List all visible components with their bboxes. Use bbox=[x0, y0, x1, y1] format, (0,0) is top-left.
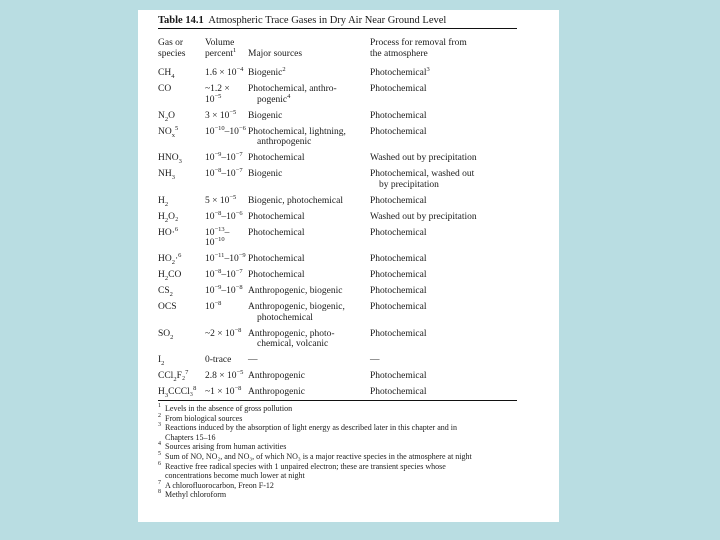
footnote-text: Methyl chloroform bbox=[165, 490, 227, 500]
gas-cell bbox=[158, 225, 205, 255]
trace-gases-table bbox=[158, 38, 517, 403]
gas-formula: H bbox=[158, 387, 165, 397]
gas-cell bbox=[158, 270, 205, 286]
volume-range-upper: –10 bbox=[221, 270, 236, 280]
table-row bbox=[158, 111, 517, 127]
sources-text-cont bbox=[248, 137, 370, 148]
footnote-ref: 7 bbox=[185, 368, 189, 376]
removal-text: Photochemical bbox=[370, 387, 427, 397]
footnote bbox=[158, 481, 517, 491]
sources-text: Biogenic bbox=[248, 68, 283, 78]
header-volume-line1: Volume bbox=[205, 38, 235, 48]
gas-cell bbox=[158, 124, 205, 154]
volume-range-upper: –10 bbox=[221, 169, 236, 179]
sources-text: — bbox=[248, 355, 258, 365]
volume-cell bbox=[205, 209, 248, 228]
removal-text: Photochemical bbox=[370, 84, 427, 94]
footnote-mark: 4 bbox=[158, 441, 161, 448]
footnote-ref: 8 bbox=[193, 384, 197, 392]
removal-text: Photochemical bbox=[370, 371, 427, 381]
sources-text-cont bbox=[248, 313, 370, 324]
gas-cell bbox=[158, 84, 205, 111]
gas-subscript: 2 bbox=[164, 216, 169, 224]
removal-cell bbox=[370, 302, 517, 329]
gas-formula: CH bbox=[158, 68, 172, 78]
sources-text: Anthropogenic bbox=[248, 371, 305, 381]
volume-exponent: −8 bbox=[214, 267, 222, 275]
volume-exponent: −5 bbox=[214, 92, 222, 100]
table-container bbox=[158, 14, 517, 500]
footnote-mark: 1 bbox=[158, 403, 161, 409]
table-row bbox=[158, 355, 517, 371]
gas-formula-tail: F₂ bbox=[176, 371, 186, 381]
table-bottom-rule bbox=[158, 400, 517, 401]
footnote-text: Reactive free radical species with 1 unpaired electron; these are transient species whose bbox=[165, 461, 446, 471]
footnote-text: Sum of NO, NO₂, and NO₃, of which NO₃ is a major reactive species in the atmosphere at night bbox=[165, 451, 472, 461]
sources-cont-text: photochemical bbox=[257, 312, 313, 323]
gas-formula-tail: CCCl₃ bbox=[168, 387, 194, 397]
removal-cell bbox=[370, 127, 517, 154]
volume-exponent: −5 bbox=[229, 108, 237, 116]
table-row bbox=[158, 302, 517, 329]
sources-cell bbox=[248, 127, 370, 154]
footnote-text: Reactions induced by the absorption of light energy as described later in this chapter and in bbox=[165, 423, 457, 433]
sources-cell bbox=[248, 169, 370, 196]
gas-formula-tail: O bbox=[168, 110, 175, 121]
volume-cell bbox=[205, 124, 248, 154]
gas-formula: HO· bbox=[158, 227, 175, 238]
volume-base: 5 × 10 bbox=[205, 195, 230, 206]
volume-range-upper: –10 bbox=[221, 153, 236, 163]
removal-cell bbox=[370, 153, 517, 169]
volume-exponent: −10 bbox=[214, 124, 225, 132]
sources-text: Photochemical bbox=[248, 270, 305, 280]
removal-cell bbox=[370, 196, 517, 212]
gas-subscript: 2 bbox=[164, 274, 169, 282]
volume-cell bbox=[205, 283, 248, 302]
sources-text-cont bbox=[248, 339, 370, 350]
removal-cell bbox=[370, 329, 517, 356]
header-gas bbox=[158, 38, 205, 68]
gas-formula: I bbox=[158, 355, 162, 365]
gas-formula: HNO bbox=[158, 153, 179, 163]
gas-subscript: 2 bbox=[164, 200, 169, 208]
footnote bbox=[158, 490, 517, 500]
gas-cell bbox=[158, 286, 205, 302]
volume-cell bbox=[205, 65, 248, 84]
table-header-row bbox=[158, 38, 517, 68]
volume-range-upper: –10 bbox=[224, 126, 239, 137]
gas-formula: SO bbox=[158, 328, 171, 339]
gas-formula: OCS bbox=[158, 302, 177, 312]
volume-range-upper: –10 bbox=[221, 286, 236, 296]
gas-cell bbox=[158, 68, 205, 84]
volume-exponent: −9 bbox=[214, 283, 222, 291]
sources-cell bbox=[248, 329, 370, 356]
header-removal bbox=[370, 38, 517, 68]
volume-base: 10 bbox=[205, 270, 215, 280]
gas-formula: CS bbox=[158, 286, 170, 296]
sources-text: Biogenic bbox=[248, 169, 283, 179]
removal-text: Photochemical, washed out bbox=[370, 169, 475, 179]
gas-cell bbox=[158, 196, 205, 212]
volume-base: 3 × 10 bbox=[205, 110, 230, 121]
volume-base: 10 bbox=[205, 254, 215, 264]
removal-cell bbox=[370, 111, 517, 127]
sources-cell bbox=[248, 302, 370, 329]
removal-cell bbox=[370, 286, 517, 302]
removal-cell bbox=[370, 228, 517, 255]
table-row bbox=[158, 254, 517, 270]
footnote bbox=[158, 462, 517, 481]
table-row bbox=[158, 286, 517, 302]
footnote-ref: 3 bbox=[426, 65, 430, 73]
volume-exponent-upper: −8 bbox=[235, 283, 243, 291]
gas-subscript: 2 bbox=[171, 258, 175, 266]
gas-cell bbox=[158, 111, 205, 127]
gas-formula: H bbox=[158, 195, 165, 206]
footnote bbox=[158, 404, 517, 414]
gas-cell bbox=[158, 212, 205, 228]
sources-text: Anthropogenic bbox=[248, 387, 305, 397]
removal-cell bbox=[370, 270, 517, 286]
volume-base: 10 bbox=[205, 153, 215, 163]
gas-subscript: 3 bbox=[178, 157, 182, 165]
footnote bbox=[158, 442, 517, 452]
volume-exponent: −11 bbox=[214, 251, 225, 259]
gas-formula-tail: O₂ bbox=[168, 211, 179, 222]
gas-cell bbox=[158, 251, 205, 270]
volume-exponent-upper: −7 bbox=[235, 166, 243, 174]
table-body bbox=[158, 65, 517, 403]
table-row bbox=[158, 127, 517, 154]
sources-text: Photochemical bbox=[248, 254, 305, 264]
header-volume-line2: percent bbox=[205, 48, 233, 59]
volume-exponent: −8 bbox=[214, 209, 222, 217]
document-page bbox=[138, 10, 559, 522]
sources-text: Biogenic, photochemical bbox=[248, 195, 343, 206]
gas-cell bbox=[158, 329, 205, 356]
volume-exponent-upper: −7 bbox=[235, 267, 243, 275]
removal-text: Photochemical bbox=[370, 110, 427, 121]
sources-text: Photochemical bbox=[248, 211, 305, 222]
volume-exponent: −8 bbox=[214, 166, 222, 174]
volume-base: ~1 × 10 bbox=[205, 387, 235, 397]
volume-base: 10 bbox=[205, 126, 215, 137]
table-row bbox=[158, 270, 517, 286]
volume-cell bbox=[205, 326, 248, 356]
gas-formula-tail: CO bbox=[168, 270, 182, 280]
footnote-ref: 6 bbox=[178, 251, 182, 259]
footnote-text: Sources arising from human activities bbox=[165, 442, 287, 452]
volume-exponent: −5 bbox=[236, 368, 244, 376]
removal-text: Photochemical bbox=[370, 254, 427, 264]
gas-formula: N bbox=[158, 110, 165, 121]
sources-cont-text: anthropogenic bbox=[257, 137, 312, 147]
volume-exponent: −8 bbox=[214, 299, 222, 307]
header-volume bbox=[205, 38, 248, 68]
sources-cell bbox=[248, 196, 370, 212]
volume-exponent: −8 bbox=[234, 326, 242, 334]
table-row bbox=[158, 68, 517, 84]
header-gas-line1: Gas or bbox=[158, 38, 184, 48]
sources-cell bbox=[248, 254, 370, 270]
removal-cell bbox=[370, 254, 517, 270]
removal-text: Photochemical bbox=[370, 68, 427, 78]
removal-text: Photochemical bbox=[370, 302, 427, 312]
volume-exponent-upper: −9 bbox=[238, 251, 246, 259]
volume-base: 2.8 × 10 bbox=[205, 371, 237, 381]
removal-text: Washed out by precipitation bbox=[370, 153, 477, 163]
volume-base: 1.6 × 10 bbox=[205, 68, 237, 78]
volume-base: 10 bbox=[205, 286, 215, 296]
table-row bbox=[158, 228, 517, 255]
sources-text: Anthropogenic, photo- bbox=[248, 328, 335, 339]
volume-range-upper: –10 bbox=[205, 227, 230, 248]
table-number: Table 14.1 bbox=[158, 15, 204, 26]
footnote-text-cont: concentrations become much lower at night bbox=[165, 471, 305, 481]
footnote-ref: 4 bbox=[287, 92, 291, 100]
header-removal-line1: Process for removal from bbox=[370, 38, 467, 48]
removal-cell bbox=[370, 355, 517, 371]
sources-text: Photochemical bbox=[248, 227, 305, 238]
sources-text: Anthropogenic, biogenic, bbox=[248, 302, 345, 312]
volume-exponent-upper: −6 bbox=[235, 209, 243, 217]
volume-base: 10 bbox=[205, 169, 215, 179]
sources-text: Biogenic bbox=[248, 110, 283, 121]
removal-text: Photochemical bbox=[370, 328, 427, 339]
footnotes bbox=[158, 404, 517, 500]
footnote-text-cont: Chapters 15–16 bbox=[165, 432, 216, 442]
volume-exponent: −5 bbox=[229, 193, 237, 201]
gas-subscript: x bbox=[171, 131, 175, 139]
volume-range-upper: –10 bbox=[224, 254, 239, 264]
sources-cell bbox=[248, 111, 370, 127]
gas-subscript: 2 bbox=[170, 333, 174, 341]
table-row bbox=[158, 169, 517, 196]
gas-cell bbox=[158, 355, 205, 371]
footnote-ref: 1 bbox=[232, 46, 237, 54]
volume-exponent: −9 bbox=[214, 150, 222, 158]
gas-formula: H bbox=[158, 211, 165, 222]
table-caption: Atmospheric Trace Gases in Dry Air Near Ground Level bbox=[208, 15, 447, 26]
sources-cell bbox=[248, 286, 370, 302]
volume-base: ~1.2 × 10 bbox=[205, 84, 230, 105]
gas-subscript: 3 bbox=[171, 173, 175, 181]
sources-cont-text: chemical, volcanic bbox=[257, 339, 329, 349]
sources-cont-text: pogenic bbox=[257, 94, 288, 105]
gas-cell bbox=[158, 368, 205, 387]
gas-cell bbox=[158, 169, 205, 196]
sources-cell bbox=[248, 84, 370, 111]
footnote bbox=[158, 423, 517, 442]
volume-cell bbox=[205, 299, 248, 329]
header-sources: Major sources bbox=[248, 48, 303, 59]
removal-text: Photochemical bbox=[370, 126, 427, 137]
volume-base: 10 bbox=[205, 302, 215, 312]
removal-cell bbox=[370, 84, 517, 111]
volume-exponent-upper: −6 bbox=[238, 124, 246, 132]
sources-text: Photochemical bbox=[248, 153, 305, 163]
volume-exponent-upper: −7 bbox=[235, 150, 243, 158]
sources-cell bbox=[248, 153, 370, 169]
table-row bbox=[158, 196, 517, 212]
volume-cell bbox=[205, 166, 248, 196]
removal-cell bbox=[370, 169, 517, 196]
removal-text: Photochemical bbox=[370, 270, 427, 280]
sources-text: Photochemical, anthro- bbox=[248, 84, 337, 94]
gas-subscript: 4 bbox=[171, 72, 175, 80]
footnote-text: A chlorofluorocarbon, Freon F-12 bbox=[165, 480, 274, 490]
footnote-ref: 6 bbox=[174, 225, 179, 233]
volume-cell bbox=[205, 368, 248, 387]
volume-base: 10 bbox=[205, 227, 215, 238]
gas-subscript: 2 bbox=[161, 359, 165, 367]
gas-formula: NO bbox=[158, 126, 172, 137]
gas-cell bbox=[158, 153, 205, 169]
gas-subscript: 2 bbox=[173, 375, 177, 383]
removal-cell bbox=[370, 371, 517, 387]
footnote-mark: 6 bbox=[158, 460, 161, 467]
removal-text: Photochemical bbox=[370, 227, 427, 238]
removal-text: — bbox=[370, 355, 380, 365]
footnote-ref: 5 bbox=[174, 124, 179, 132]
table-row bbox=[158, 329, 517, 356]
volume-exponent: −13 bbox=[214, 225, 225, 233]
removal-text: Photochemical bbox=[370, 286, 427, 296]
footnote-mark: 3 bbox=[158, 422, 161, 429]
table-title bbox=[158, 14, 517, 29]
footnote-mark: 5 bbox=[158, 450, 161, 457]
gas-cell bbox=[158, 302, 205, 329]
table-row bbox=[158, 371, 517, 387]
removal-text: Washed out by precipitation bbox=[370, 211, 477, 222]
sources-cell bbox=[248, 371, 370, 387]
footnote-text: From biological sources bbox=[165, 413, 243, 423]
footnote bbox=[158, 452, 517, 462]
volume-exponent: −8 bbox=[234, 384, 242, 392]
gas-subscript: 3 bbox=[164, 391, 169, 399]
gas-subscript: 2 bbox=[169, 290, 173, 298]
sources-text: Anthropogenic, biogenic bbox=[248, 286, 343, 296]
footnote-mark: 7 bbox=[158, 479, 161, 486]
volume-exponent: −4 bbox=[236, 65, 244, 73]
gas-formula: HO bbox=[158, 254, 172, 264]
sources-cell bbox=[248, 270, 370, 286]
volume-base: 0-trace bbox=[205, 355, 232, 365]
gas-formula: H bbox=[158, 270, 165, 280]
gas-formula: CCl bbox=[158, 371, 174, 381]
sources-text: Photochemical, lightning, bbox=[248, 126, 346, 137]
volume-exponent-upper: −10 bbox=[214, 235, 225, 243]
sources-cell bbox=[248, 212, 370, 228]
table-row bbox=[158, 212, 517, 228]
sources-cell bbox=[248, 228, 370, 255]
volume-base: ~2 × 10 bbox=[205, 328, 235, 339]
footnote-mark: 2 bbox=[158, 412, 161, 419]
header-gas-line2: species bbox=[158, 48, 186, 59]
table-row bbox=[158, 153, 517, 169]
volume-base: 10 bbox=[205, 211, 215, 222]
gas-formula: NH bbox=[158, 169, 172, 179]
volume-range-upper: –10 bbox=[221, 211, 236, 222]
sources-cell bbox=[248, 355, 370, 371]
sources-text-cont bbox=[248, 92, 370, 106]
removal-text-cont: by precipitation bbox=[379, 179, 439, 190]
removal-cell bbox=[370, 212, 517, 228]
footnote-mark: 8 bbox=[158, 489, 161, 496]
gas-formula-tail: · bbox=[174, 254, 179, 264]
sources-cell bbox=[248, 65, 370, 84]
footnote-ref: 2 bbox=[282, 65, 286, 73]
footnote bbox=[158, 414, 517, 424]
volume-cell bbox=[205, 84, 248, 111]
volume-cell bbox=[205, 225, 248, 255]
removal-text: Photochemical bbox=[370, 195, 427, 206]
gas-subscript: 2 bbox=[164, 115, 169, 123]
footnote-text: Levels in the absence of gross pollution bbox=[165, 404, 293, 413]
removal-cell bbox=[370, 65, 517, 84]
header-removal-line2: the atmosphere bbox=[370, 48, 428, 59]
gas-formula: CO bbox=[158, 84, 172, 94]
table-row bbox=[158, 84, 517, 111]
